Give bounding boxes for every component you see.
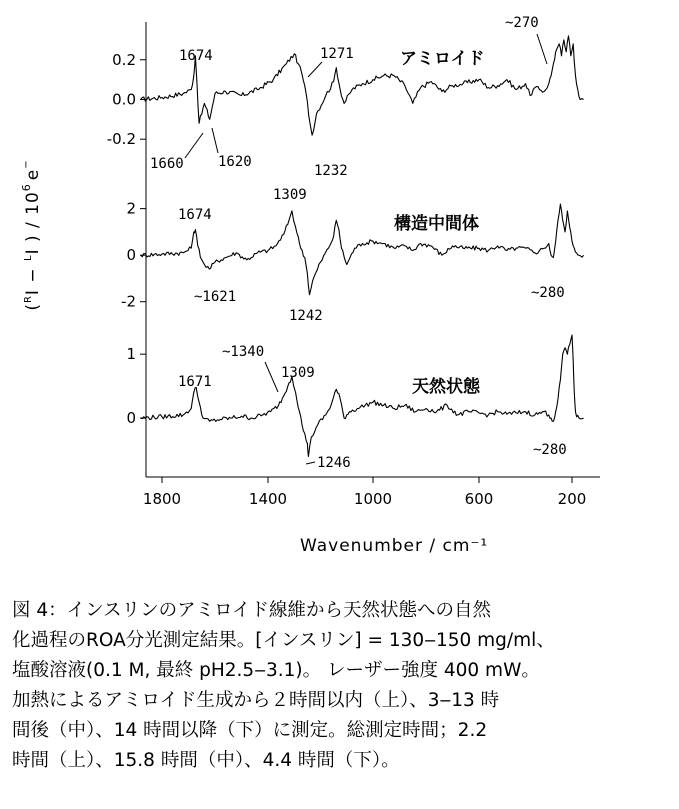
annotation-270: ~270 bbox=[505, 15, 539, 31]
y-label-r: R bbox=[23, 295, 34, 304]
leader-1246 bbox=[306, 462, 315, 464]
y-label-minus: − bbox=[21, 159, 32, 169]
spectrum-line-native bbox=[141, 335, 584, 456]
y-label-tail: e bbox=[23, 168, 43, 181]
y-tick-label: 1 bbox=[126, 345, 136, 364]
annotation-1340: ~1340 bbox=[222, 344, 265, 360]
panel-native bbox=[126, 335, 583, 456]
y-tick-label: -2 bbox=[121, 292, 136, 311]
leader-1660 bbox=[185, 133, 203, 158]
annotation-1242: 1242 bbox=[289, 308, 323, 324]
x-tick-label: 1400 bbox=[248, 490, 288, 508]
x-tick-label: 200 bbox=[557, 490, 587, 508]
annotation-1309-native: 1309 bbox=[281, 365, 315, 381]
leader-1271 bbox=[308, 62, 322, 77]
x-tick-label: 600 bbox=[464, 490, 494, 508]
annotation-1671: 1671 bbox=[178, 374, 212, 390]
figure-caption bbox=[12, 596, 674, 776]
caption-line: 間後（中）、14 時間以降（下）に測定。総測定時間；2.2 bbox=[12, 720, 488, 741]
y-tick-label: 0 bbox=[126, 409, 136, 428]
state-label-amyloid: アミロイド bbox=[400, 49, 485, 69]
caption-line: 図 4：インスリンのアミロイド線維から天然状態への自然 bbox=[12, 600, 492, 621]
annotation-1232: 1232 bbox=[314, 163, 348, 179]
state-label-intermediate: 構造中間体 bbox=[394, 214, 479, 234]
caption-line: 化過程のROA分光測定結果。[インスリン] = 130‒150 mg/ml、 bbox=[12, 630, 555, 651]
x-tick-label: 1800 bbox=[142, 490, 182, 508]
x-ticks bbox=[143, 477, 586, 508]
x-axis-title: Wavenumber / cm⁻¹ bbox=[300, 536, 489, 556]
annotation-1621: ~1621 bbox=[194, 289, 237, 305]
annotation-1271: 1271 bbox=[320, 46, 354, 62]
y-label-mid2: I ) / 10 bbox=[23, 191, 43, 255]
leader-270 bbox=[537, 34, 547, 64]
annotation-1309-intermediate: 1309 bbox=[273, 187, 307, 203]
y-tick-label: 0 bbox=[126, 246, 136, 265]
annotation-280-native: ~280 bbox=[533, 442, 567, 458]
y-label-l: L bbox=[23, 254, 34, 261]
y-axis-label bbox=[20, 159, 43, 310]
caption-line: 時間（上）、15.8 時間（中）、4.4 時間（下）。 bbox=[12, 750, 400, 771]
caption-line: 塩酸溶液(0.1 M, 最終 pH2.5‒3.1)。 レーザー強度 400 mW。 bbox=[12, 660, 540, 681]
y-tick-label: 2 bbox=[126, 199, 136, 218]
annotation-1674-intermediate: 1674 bbox=[178, 207, 212, 223]
y-label-exp: 6 bbox=[20, 183, 33, 192]
annotation-280-intermediate: ~280 bbox=[531, 285, 565, 301]
annotation-1246: 1246 bbox=[317, 455, 351, 471]
caption-line: 加熱によるアミロイド生成から２時間以内（上）、3‒13 時 bbox=[12, 690, 500, 711]
y-tick-label: 0.0 bbox=[112, 90, 136, 109]
leader-1620 bbox=[212, 128, 218, 153]
leader-1340 bbox=[265, 362, 278, 392]
y-label-open: ( bbox=[23, 303, 43, 311]
annotation-1674-amyloid: 1674 bbox=[179, 48, 213, 64]
y-label-mid1: I − bbox=[23, 260, 43, 296]
y-tick-label: -0.2 bbox=[106, 130, 136, 149]
x-tick-label: 1000 bbox=[353, 490, 393, 508]
y-tick-label: 0.2 bbox=[112, 50, 136, 69]
annotation-1660: 1660 bbox=[150, 156, 184, 172]
svg-text:(RI − LI ) / 106e− bbox=[20, 159, 43, 310]
annotation-1620: 1620 bbox=[218, 154, 252, 170]
state-label-native: 天然状態 bbox=[412, 377, 480, 397]
